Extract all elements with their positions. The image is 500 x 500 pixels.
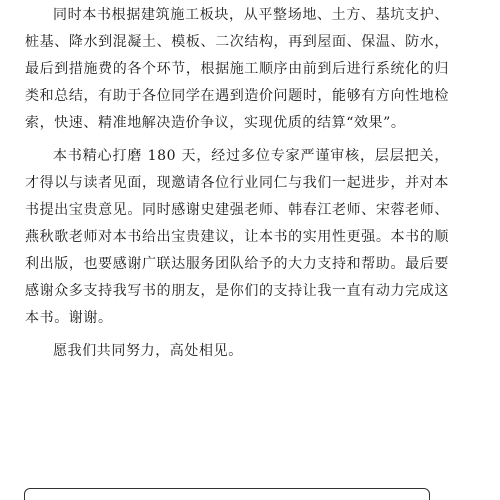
paragraph-2: 本书精心打磨 180 天，经过多位专家严谨审核，层层把关，才得以与读者见面，现邀请各位行业同仁与我们一起进步，并对本书提出宝贵意见。同时感谢史建强老师、韩春江老师、宋蓉老师、燕秋歌老师对本书给出宝贵建议，让本书的实用性更强。本书的顺利出版，也要感谢广联达服务团队给予的大力支持和帮助。最后要感谢众多支持我写书的朋友，是你们的支持让我一直有动力完成这本书。谢谢。 (25, 148, 449, 326)
paragraph-1: 同时本书根据建筑施工板块，从平整场地、土方、基坑支护、桩基、降水到混凝土、模板、二次结构，再到屋面、保温、防水，最后到措施费的各个环节，根据施工顺序由前到后进行系统化的归类和总结，有助于各位同学在遇到造价问题时，能够有方向性地检索，快速、精准地解决造价争议，实现优质的结算“效果”。 (25, 7, 449, 131)
paragraph-3: 愿我们共同努力，高处相见。 (53, 343, 243, 359)
bottom-frame-box (24, 488, 430, 500)
body-text (25, 2, 449, 365)
